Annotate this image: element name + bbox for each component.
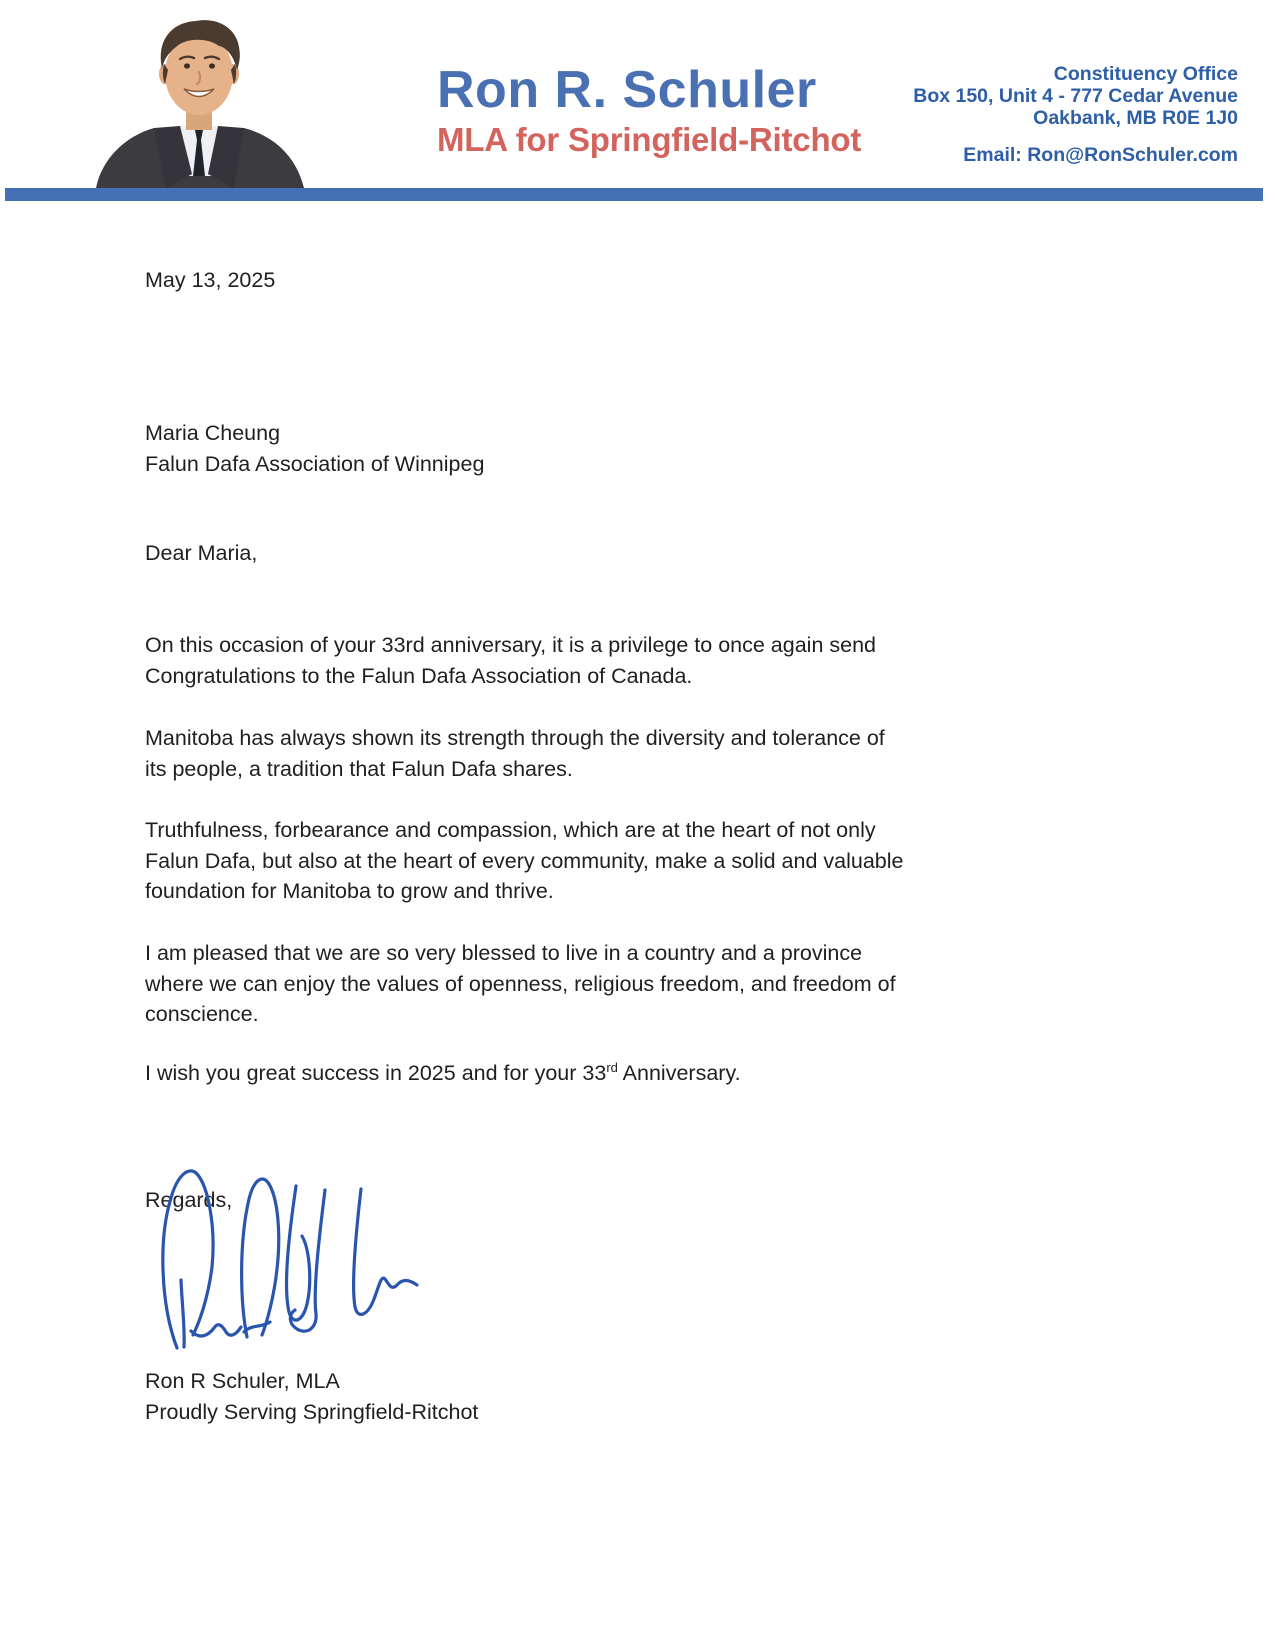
mla-title: MLA for Springfield-Ritchot (437, 121, 862, 158)
paragraph-1 (145, 630, 876, 691)
paragraph-line: where we can enjoy the values of openness, religious freedom, and freedom of (145, 971, 896, 996)
signoff-block (145, 1366, 478, 1427)
paragraph-line: On this occasion of your 33rd anniversary, it is a privilege to once again send (145, 633, 876, 657)
closing-text-end: Anniversary. (617, 1061, 741, 1085)
closing-text: I wish you great success in 2025 and for your 33 (145, 1061, 607, 1085)
paragraph-4 (145, 938, 896, 1030)
paragraph-3 (145, 815, 903, 907)
constituency-office-block (913, 63, 1238, 166)
portrait-illustration (88, 14, 310, 188)
office-address-line2: Oakbank, MB R0E 1J0 (1033, 107, 1238, 129)
paragraph-line: foundation for Manitoba to grow and thrive. (145, 879, 554, 903)
closing-line (145, 1058, 741, 1089)
paragraph-line: Manitoba has always shown its strength through the diversity and tolerance of (145, 726, 885, 750)
paragraph-line: conscience. (145, 1002, 259, 1026)
paragraph-line: Congratulations to the Falun Dafa Association of Canada. (145, 663, 693, 688)
office-email-line (913, 144, 1238, 166)
valediction: Regards, (145, 1188, 233, 1212)
signoff-name: Ron R Schuler, MLA (145, 1369, 340, 1393)
letter-date: May 13, 2025 (145, 268, 276, 292)
closing-ordinal-superscript: rd (606, 1059, 618, 1075)
recipient-organization: Falun Dafa Association of Winnipeg (145, 451, 485, 476)
paragraph-2 (145, 723, 885, 784)
office-address-line1: Box 150, Unit 4 - 777 Cedar Avenue (913, 85, 1238, 107)
mla-name: Ron R. Schuler (437, 61, 817, 119)
salutation: Dear Maria, (145, 541, 258, 565)
office-heading: Constituency Office (1053, 63, 1238, 85)
letterhead-divider-bar (5, 188, 1263, 201)
paragraph-line: I am pleased that we are so very blessed to live in a country and a province (145, 941, 863, 965)
paragraph-line: Falun Dafa, but also at the heart of every community, make a solid and valuable (145, 848, 904, 873)
signoff-tagline: Proudly Serving Springfield-Ritchot (145, 1399, 479, 1424)
recipient-name: Maria Cheung (145, 421, 281, 445)
email-label: Email: (963, 144, 1028, 166)
recipient-block (145, 418, 484, 479)
ron-schuler-photo (88, 14, 310, 188)
paragraph-line: its people, a tradition that Falun Dafa shares. (145, 756, 573, 781)
handwritten-signature (128, 1128, 488, 1368)
paragraph-line: Truthfulness, forbearance and compassion, which are at the heart of not only (145, 818, 876, 842)
email-address: Ron@RonSchuler.com (1027, 144, 1238, 166)
letterhead-brand (437, 61, 862, 158)
